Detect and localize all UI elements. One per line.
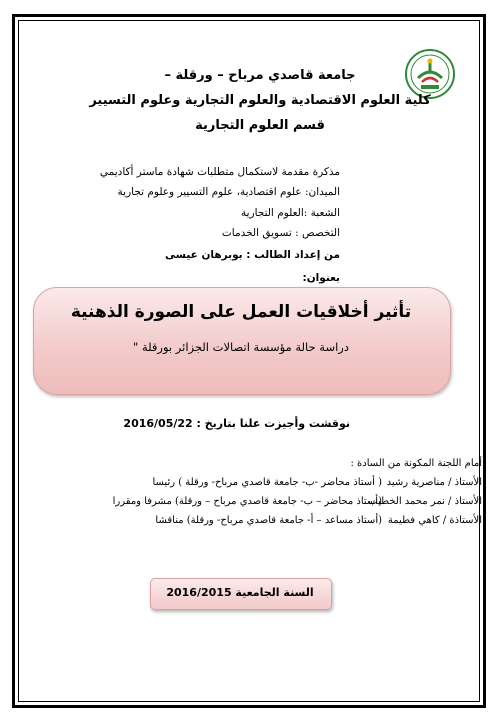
memo-field: الميدان: علوم اقتصادية، علوم التسيير وعلوم تجارية — [117, 186, 340, 198]
committee-member-name: الأستاذة / كاهي فطيمة — [387, 515, 482, 526]
academic-year: السنة الجامعية 2016/2015 — [166, 586, 314, 599]
committee-member-role: (أستاذ محاضر – ب- جامعة قاصدي مرباح – ورقلة) مشرفا ومقررا — [112, 496, 382, 507]
committee-member-name: الأستاذ / مناصرية رشيد — [386, 477, 482, 488]
committee-member-role: ( أستاذ محاضر -ب- جامعة قاصدي مرباح- ورقلة ) رئيسا — [152, 477, 382, 488]
department-name: قسم العلوم التجارية — [195, 118, 325, 133]
memo-branch: الشعبة :العلوم التجارية — [240, 207, 340, 219]
defense-date: نوقشت وأجيزت علنا بتاريخ : 2016/05/22 — [123, 417, 350, 430]
memo-specialty: التخصص : تسويق الخدمات — [221, 227, 340, 239]
student-name: من إعداد الطالب : بوبرهان عيسى — [165, 249, 340, 261]
university-name: جامعة قاصدي مرباح – ورقلة – — [164, 68, 356, 83]
committee-member-role: (أستاذ مساعد – أ- جامعة قاصدي مرباح- ورقلة) مناقشا — [155, 515, 382, 526]
memo-description: مذكرة مقدمة لاستكمال متطلبات شهادة ماستر أكاديمي — [99, 166, 340, 178]
title-label: بعنوان: — [302, 272, 340, 284]
thesis-subtitle: دراسة حالة مؤسسة اتصالات الجزائر بورقلة " — [133, 340, 349, 354]
faculty-name: كلية العلوم الاقتصادية والعلوم التجارية وعلوم التسيير — [89, 93, 431, 108]
committee-member-name: الأستاذ / نمر محمد الخطيب — [368, 496, 482, 507]
thesis-title: تأثير أخلاقيات العمل على الصورة الذهنية — [70, 302, 412, 322]
committee-heading: أمام اللجنة المكونة من السادة : — [350, 458, 482, 469]
